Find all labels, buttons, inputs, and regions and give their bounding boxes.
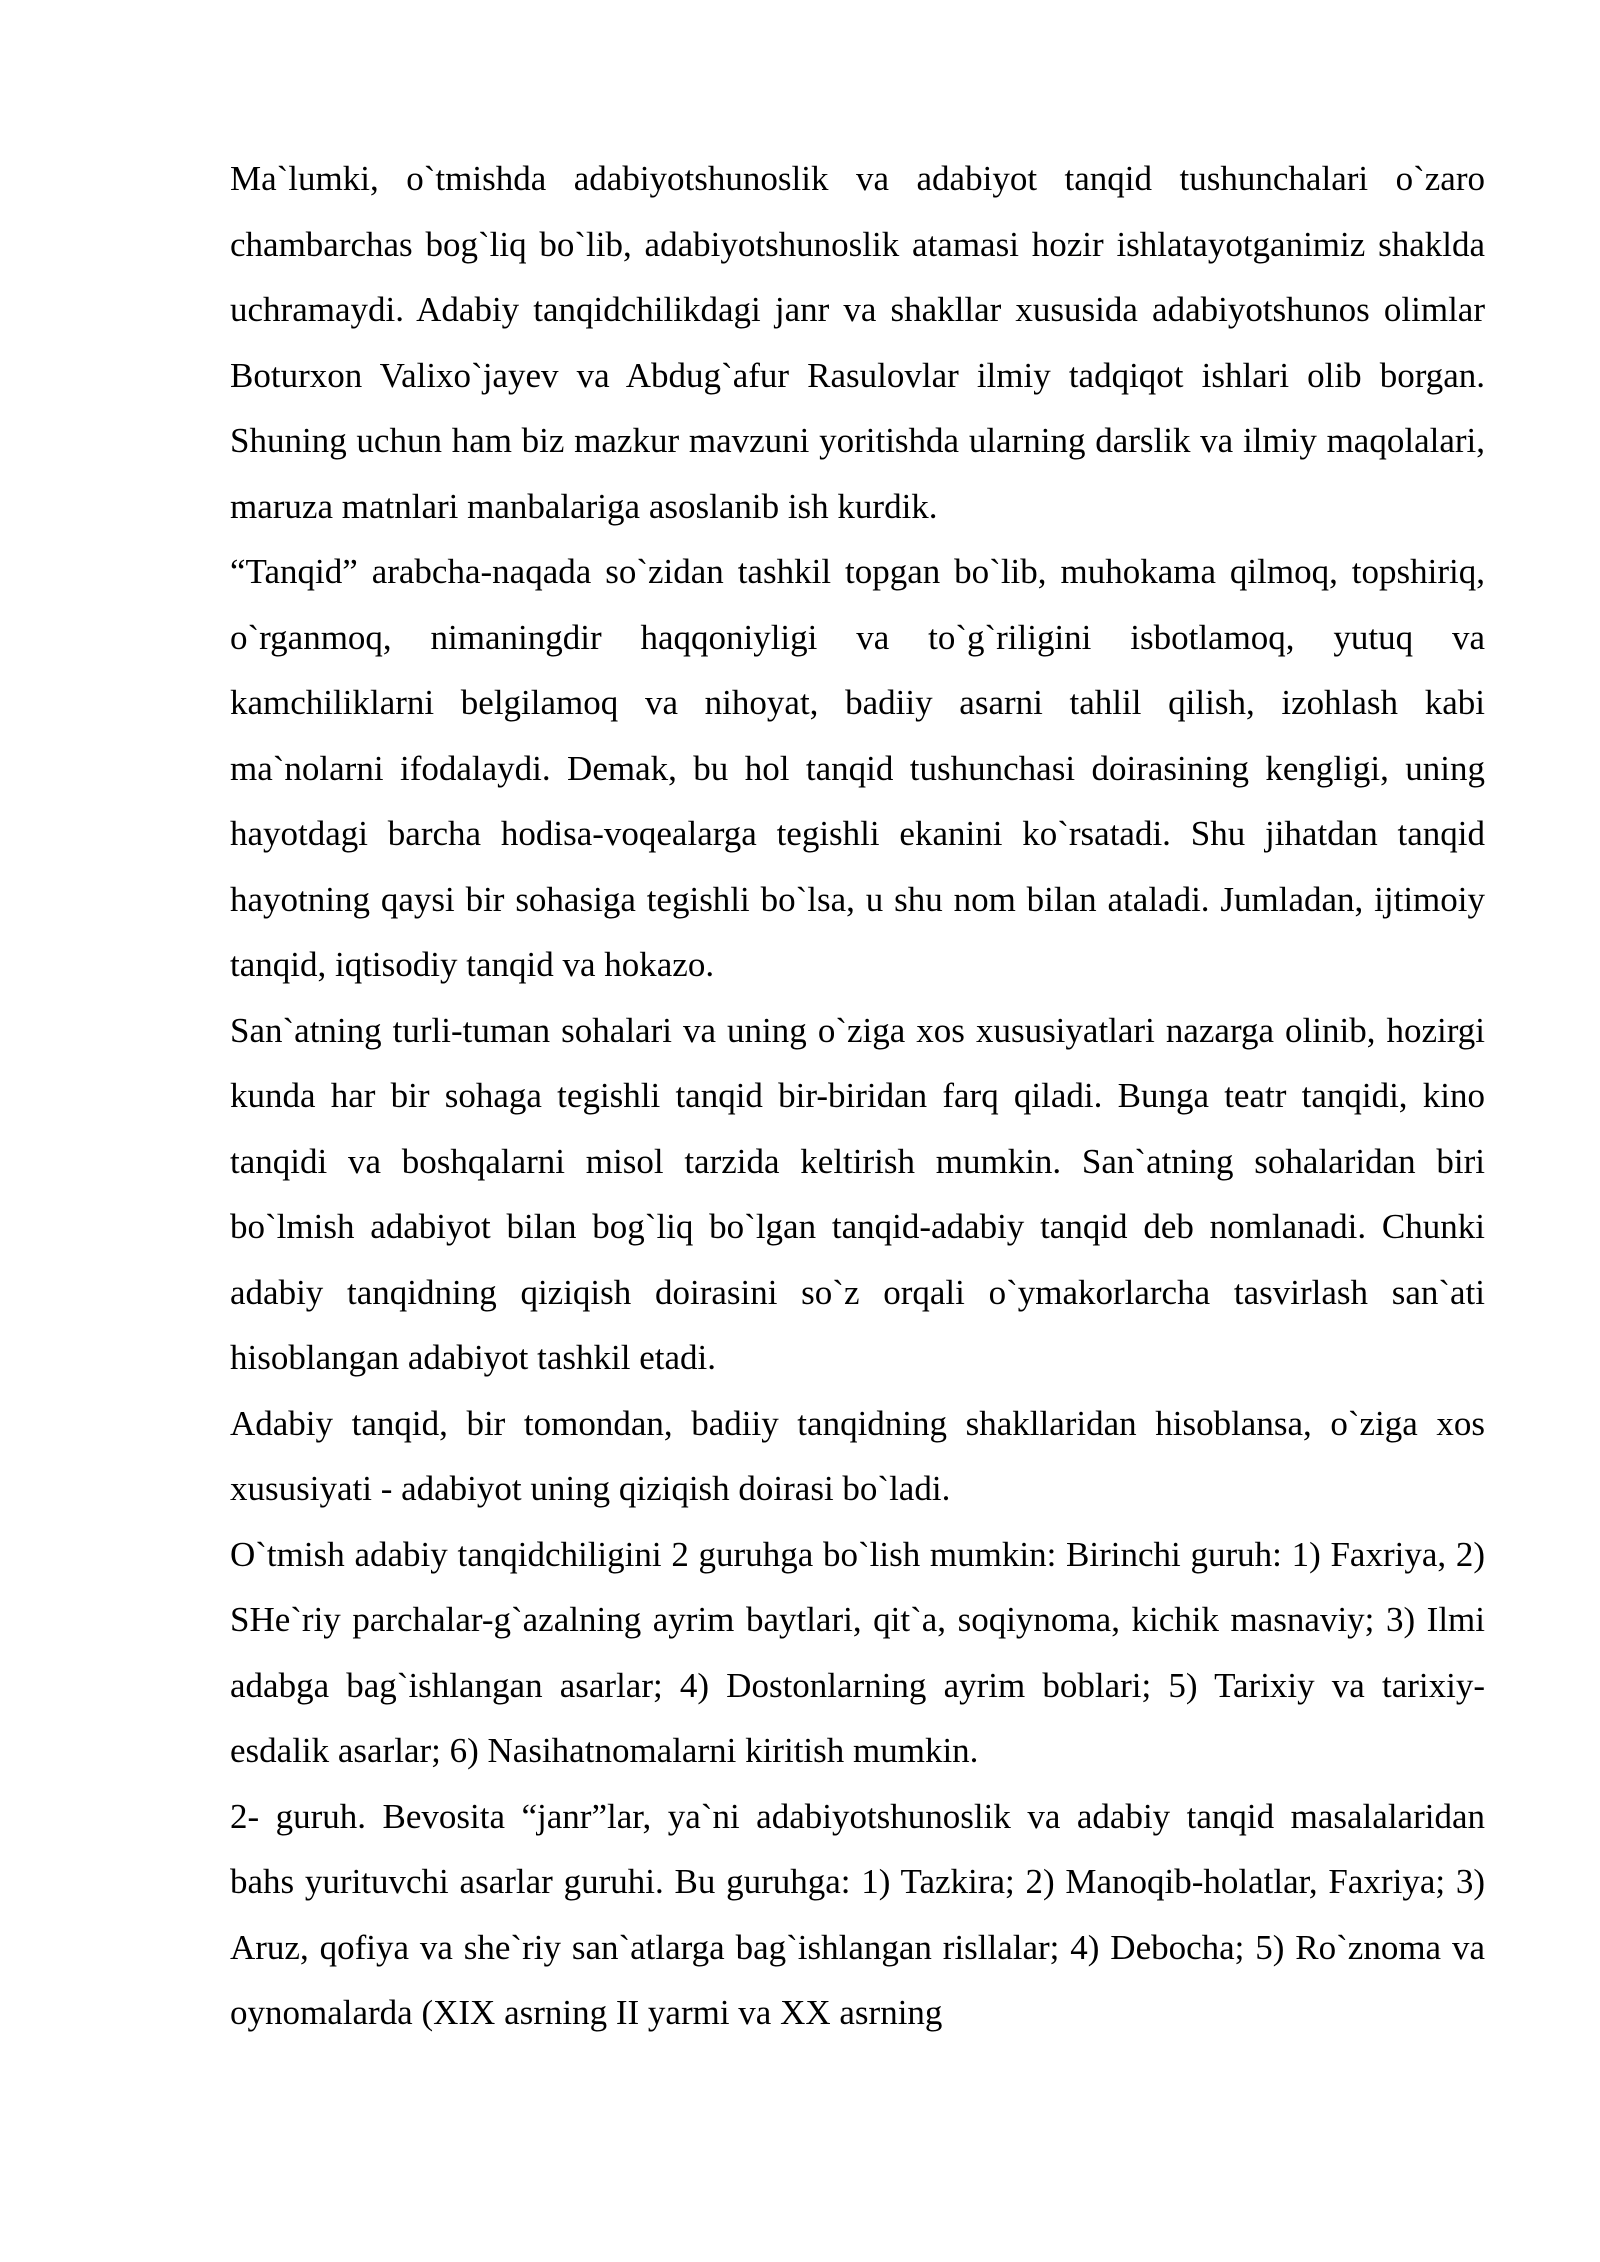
paragraph-5: O`tmish adabiy tanqidchiligini 2 guruhga bo`lish mumkin: Birinchi guruh: 1) Faxriya, 2) SHe`riy parchalar-g`azalning ayrim baytlari, qit`a, soqiynoma, kichik masnaviy; 3) Ilmi adabga bag`ishlangan asarlar; 4) Dostonlarning ayrim boblari; 5) Tarixiy va tarixiy-esdalik asarlar; 6) Nasihatnomalarni kiritish mumkin. bbox=[230, 1534, 1485, 1770]
paragraph-1: Ma`lumki, o`tmishda adabiyotshunoslik va adabiyot tanqid tushunchalari o`zaro chambarchas bog`liq bo`lib, adabiyotshunoslik atamasi hozir ishlatayotganimiz shaklda uchramaydi. Adabiy tanqidchilikdagi janr va shakllar xususida adabiyotshunos olimlar Boturxon Valixo`jayev va Abdug`afur Rasulovlar ilmiy tadqiqot ishlari olib borgan. Shuning uchun ham biz mazkur mavzuni yoritishda ularning darslik va ilmiy maqolalari, maruza matnlari manbalariga asoslanib ish kurdik. bbox=[230, 159, 1485, 526]
paragraph-6: 2- guruh. Bevosita “janr”lar, ya`ni adabiyotshunoslik va adabiy tanqid masalalaridan bahs yurituvchi asarlar guruhi. Bu guruhga: 1) Tazkira; 2) Manoqib-holatlar, Faxriya; 3) Aruz, qofiya va she`riy san`atlarga bag`ishlangan risllalar; 4) Debocha; 5) Ro`znoma va oynomalarda (XIX asrning II yarmi va XX asrning bbox=[230, 1796, 1485, 2032]
paragraph-3: San`atning turli-tuman sohalari va uning o`ziga xos xususiyatlari nazarga olinib, hozirgi kunda har bir sohaga tegishli tanqid bir-biridan farq qiladi. Bunga teatr tanqidi, kino tanqidi va boshqalarni misol tarzida keltirish mumkin. San`atning sohalaridan biri bo`lmish adabiyot bilan bog`liq bo`lgan tanqid-adabiy tanqid deb nomlanadi. Chunki adabiy tanqidning qiziqish doirasini so`z orqali o`ymakorlarcha tasvirlash san`ati hisoblangan adabiyot tashkil etadi. bbox=[230, 1010, 1485, 1377]
paragraph-2: “Tanqid” arabcha-naqada so`zidan tashkil topgan bo`lib, muhokama qilmoq, topshiriq, o`rganmoq, nimaningdir haqqoniyligi va to`g`riligini isbotlamoq, yutuq va kamchiliklarni belgilamoq va nihoyat, badiiy asarni tahlil qilish, izohlash kabi ma`nolarni ifodalaydi. Demak, bu hol tanqid tushunchasi doirasining kengligi, uning hayotdagi barcha hodisa-voqealarga tegishli ekanini ko`rsatadi. Shu jihatdan tanqid hayotning qaysi bir sohasiga tegishli bo`lsa, u shu nom bilan ataladi. Jumladan, ijtimoiy tanqid, iqtisodiy tanqid va hokazo. bbox=[230, 552, 1485, 984]
paragraph-4: Adabiy tanqid, bir tomondan, badiiy tanqidning shakllaridan hisoblansa, o`ziga xos xususiyati - adabiyot uning qiziqish doirasi bo`ladi. bbox=[230, 1403, 1485, 1508]
document-body bbox=[230, 146, 1485, 2046]
